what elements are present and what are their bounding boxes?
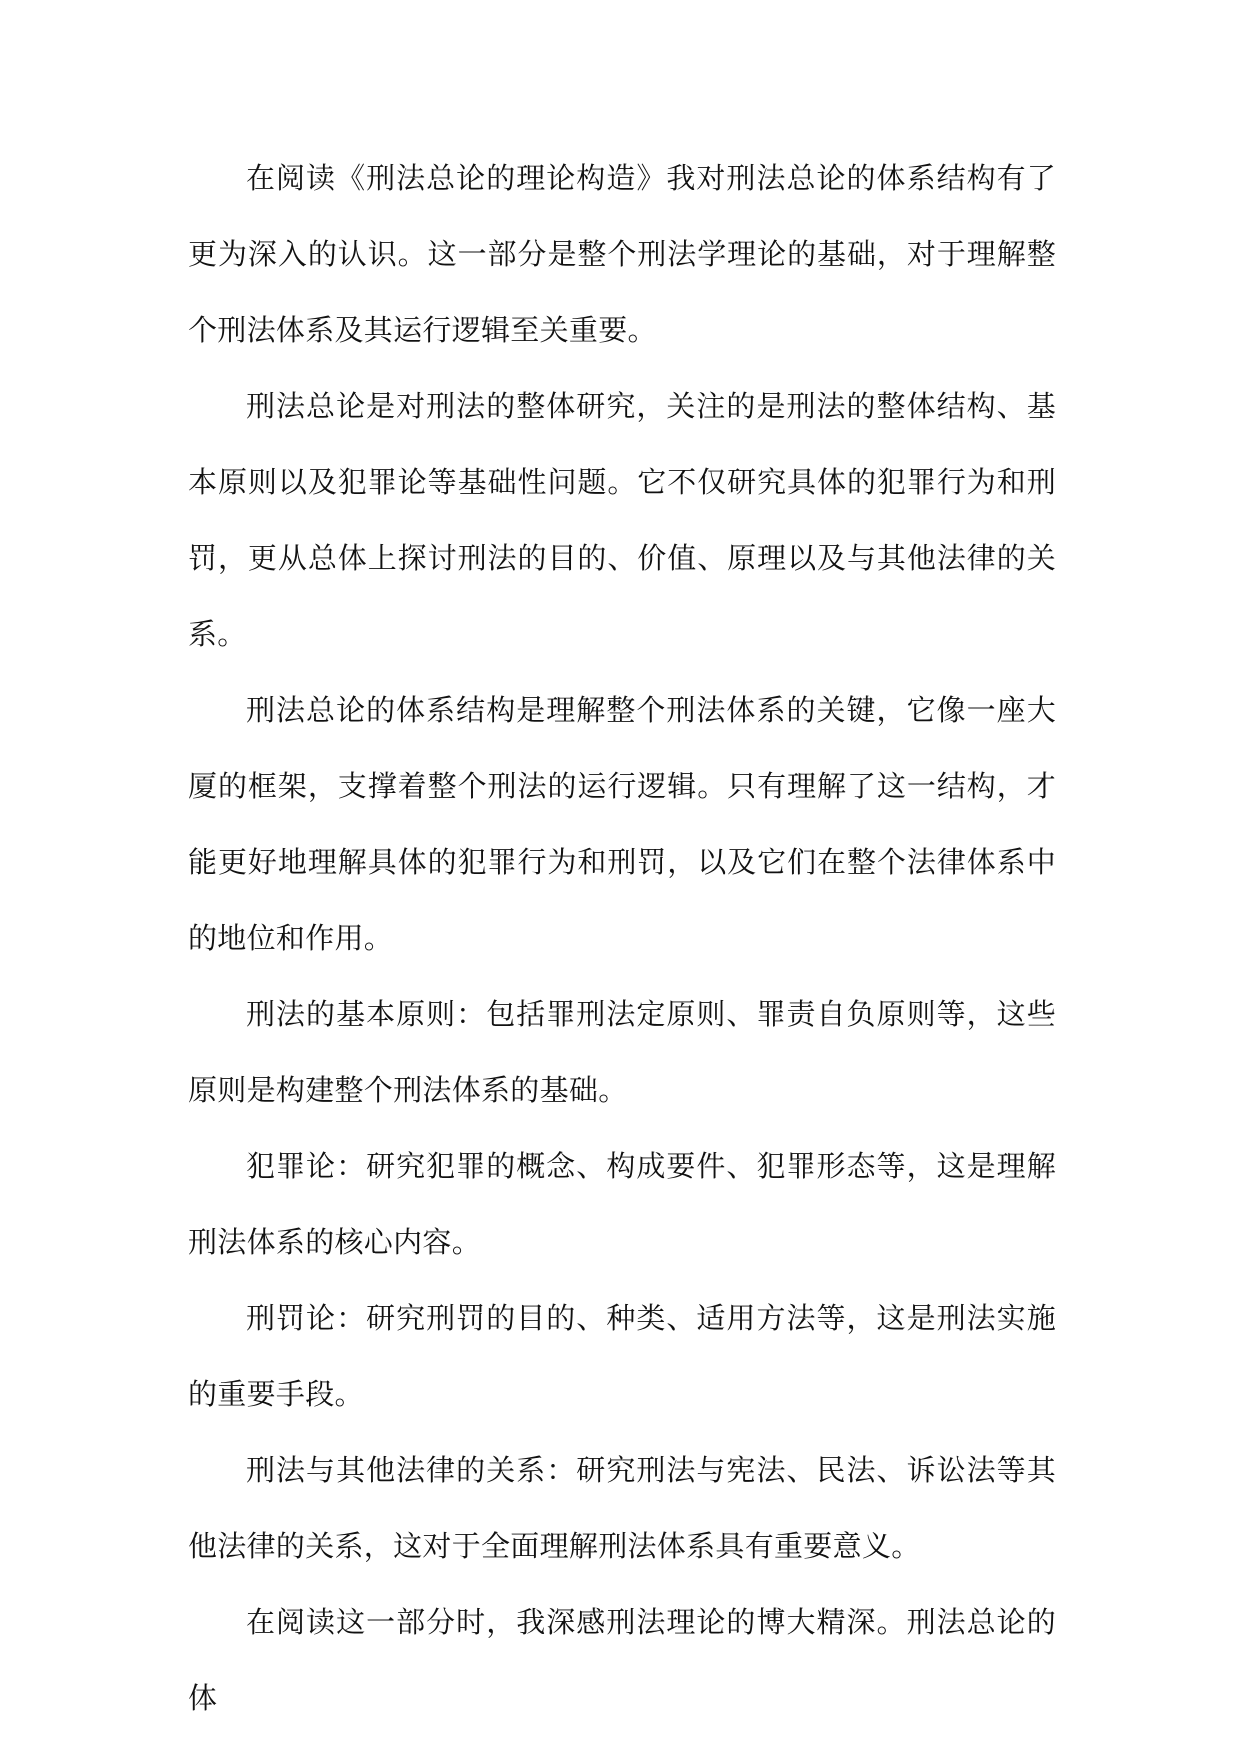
paragraph-8: 在阅读这一部分时，我深感刑法理论的博大精深。刑法总论的体 — [188, 1605, 1056, 1715]
paragraph-7: 刑法与其他法律的关系：研究刑法与宪法、民法、诉讼法等其他法律的关系，这对于全面理解刑法体系具有重要意义。 — [188, 1453, 1056, 1563]
paragraph-5: 犯罪论：研究犯罪的概念、构成要件、犯罪形态等，这是理解刑法体系的核心内容。 — [188, 1149, 1056, 1259]
paragraph-3: 刑法总论的体系结构是理解整个刑法体系的关键，它像一座大厦的框架，支撑着整个刑法的运行逻辑。只有理解了这一结构，才能更好地理解具体的犯罪行为和刑罚，以及它们在整个法律体系中的地位和作用。 — [188, 693, 1056, 955]
paragraph-6: 刑罚论：研究刑罚的目的、种类、适用方法等，这是刑法实施的重要手段。 — [188, 1301, 1056, 1411]
paragraph-4: 刑法的基本原则：包括罪刑法定原则、罪责自负原则等，这些原则是构建整个刑法体系的基础。 — [188, 997, 1056, 1107]
paragraph-1: 在阅读《刑法总论的理论构造》我对刑法总论的体系结构有了更为深入的认识。这一部分是整个刑法学理论的基础，对于理解整个刑法体系及其运行逻辑至关重要。 — [188, 161, 1056, 347]
paragraph-2: 刑法总论是对刑法的整体研究，关注的是刑法的整体结构、基本原则以及犯罪论等基础性问题。它不仅研究具体的犯罪行为和刑罚，更从总体上探讨刑法的目的、价值、原理以及与其他法律的关系。 — [188, 389, 1056, 651]
document-body — [188, 140, 1056, 1736]
